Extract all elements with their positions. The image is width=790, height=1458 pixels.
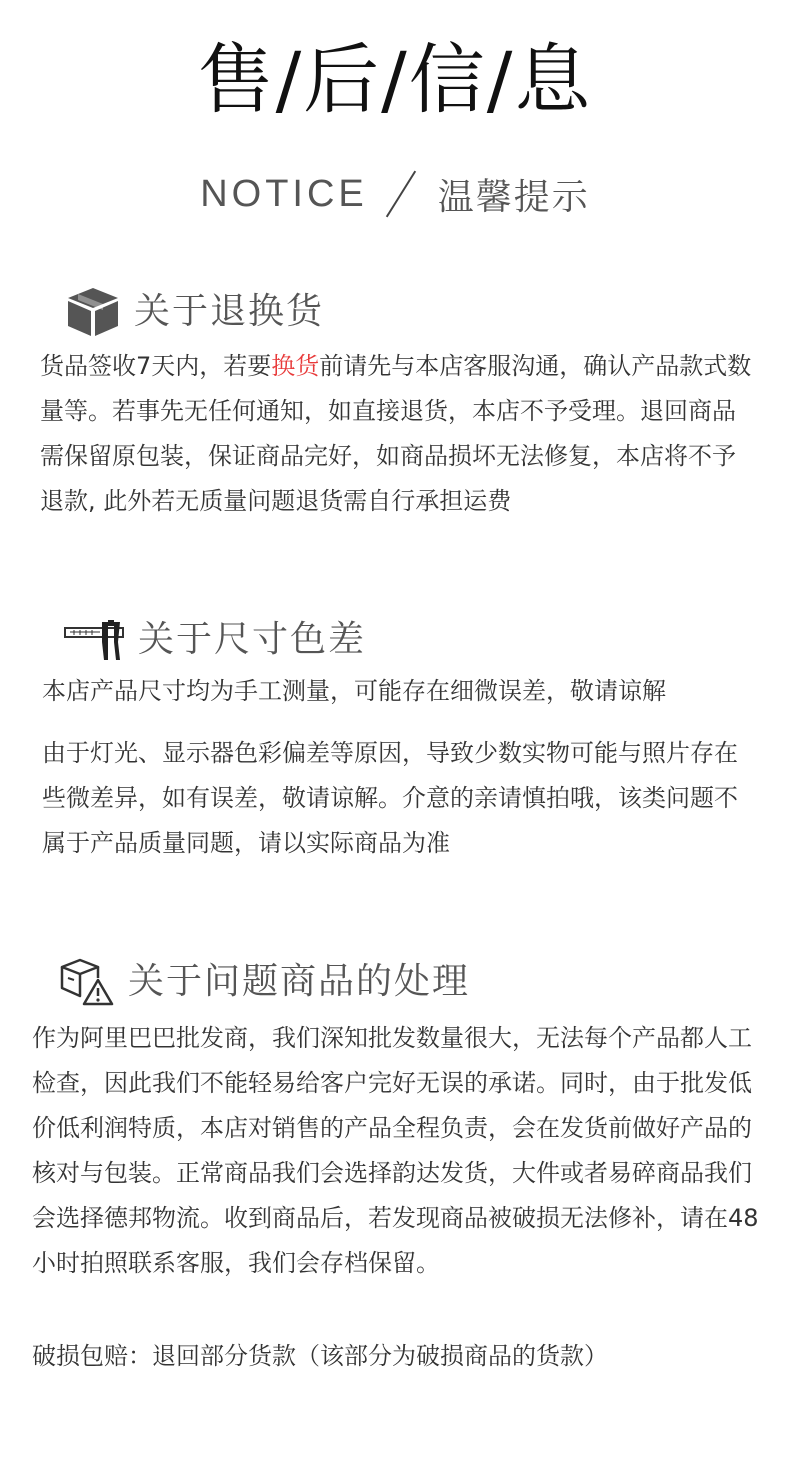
section-damaged-text-1: 作为阿里巴巴批发商，我们深知批发数量很大，无法每个产品都人工检查，因此我们不能轻易给客户完好无误的承诺。同时，由于批发低价低利润特质，本店对销售的产品全程负责，会在发货前做好产品的核对与包装。正常商品我们会选择韵达发货，大件或者易碎商品我们会选择德邦物流。收到商品后，若发现商品被破损无法修补，请在48小时拍照联系客服，我们会存档保留。	[32, 1024, 759, 1277]
section-size-text-1: 本店产品尺寸均为手工测量，可能存在细微误差，敬请谅解	[42, 677, 666, 705]
subtitle-divider	[386, 171, 416, 218]
section-heading-label: 关于问题商品的处理	[128, 961, 471, 1002]
section-damaged-heading	[60, 958, 470, 1006]
subtitle	[0, 166, 790, 222]
section-damaged-text-2: 破损包赔：退回部分货款（该部分为破损商品的货款）	[32, 1342, 608, 1370]
damaged-box-warning-icon	[60, 958, 114, 1006]
box-icon	[66, 286, 120, 338]
caliper-icon	[64, 618, 126, 662]
subtitle-cn: 温馨提示	[437, 176, 590, 218]
page-title: 售/后/信/息	[197, 35, 593, 124]
section-returns-text: 货品签收7天内，若要换货前请先与本店客服沟通，确认产品款式数量等。若事先无任何通知，如直接退货，本店不予受理。退回商品需保留原包装，保证商品完好，如商品损坏无法修复，本店将不予退款, 此外若无质量问题退货需自行承担运费	[40, 352, 752, 515]
section-size-text-2: 由于灯光、显示器色彩偏差等原因，导致少数实物可能与照片存在些微差异，如有误差，敬请谅解。介意的亲请慎拍哦，该类问题不属于产品质量同题，请以实际商品为准	[42, 739, 738, 857]
section-heading-label: 关于尺寸色差	[138, 619, 367, 660]
section-size-heading	[64, 616, 366, 664]
highlight-exchange: 换货	[271, 352, 320, 380]
subtitle-en: NOTICE	[200, 172, 368, 215]
section-returns-heading	[66, 286, 324, 338]
section-heading-label: 关于退换货	[134, 291, 325, 332]
